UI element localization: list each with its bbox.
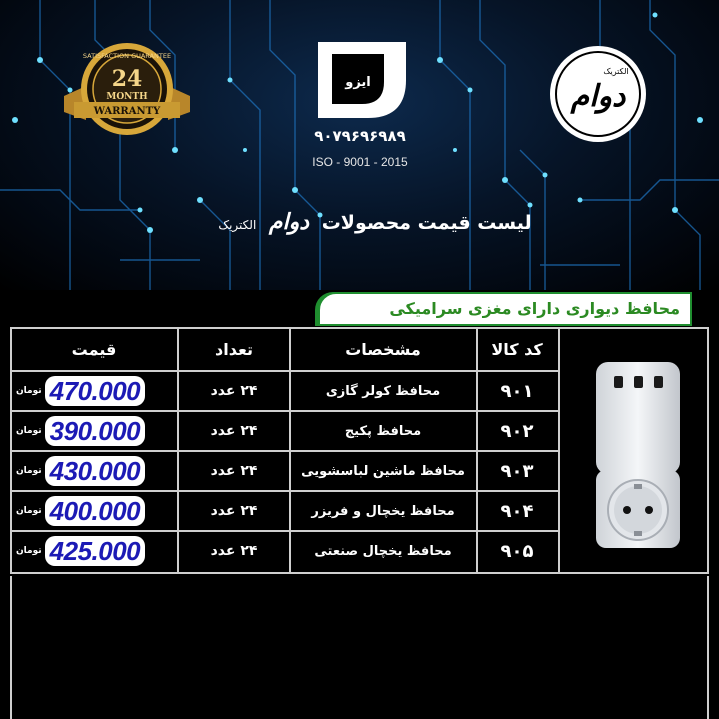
row-qty: ۲۴ عدد xyxy=(210,423,258,439)
row-desc: محافظ پکیج xyxy=(344,423,422,439)
header-specs: مشخصات xyxy=(345,340,421,359)
title-brand: دوام xyxy=(268,210,310,235)
row-price-cell xyxy=(10,411,178,451)
brand-logo-sub: الکتریک xyxy=(603,67,629,76)
row-price: 400.000 xyxy=(45,496,145,526)
page-title xyxy=(150,210,600,240)
warranty-badge xyxy=(56,40,198,138)
brand-logo-icon xyxy=(548,44,648,144)
row-code: ۹۰۳ xyxy=(500,460,534,482)
row-desc: محافظ ماشین لباسشویی xyxy=(301,463,465,479)
warranty-label: WARRANTY xyxy=(93,106,161,117)
warranty-unit: MONTH xyxy=(106,92,148,102)
row-code: ۹۰۱ xyxy=(500,380,534,402)
category-banner xyxy=(318,292,692,326)
warranty-number: 24 xyxy=(111,66,143,92)
row-qty: ۲۴ عدد xyxy=(210,543,258,559)
row-price-cell xyxy=(10,371,178,411)
row-qty: ۲۴ عدد xyxy=(210,503,258,519)
row-price: 470.000 xyxy=(45,376,145,406)
hero-banner xyxy=(0,0,719,290)
header-qty: تعداد xyxy=(215,340,253,359)
iso-standard: ISO - 9001 - 2015 xyxy=(312,155,408,169)
title-suffix: الکتریک xyxy=(218,218,257,232)
row-price: 390.000 xyxy=(45,416,145,446)
category-label: محافظ دیواری دارای مغزی سرامیکی xyxy=(389,299,680,318)
row-desc: محافظ یخچال صنعتی xyxy=(314,543,452,559)
currency-label: تومان xyxy=(16,386,42,396)
brand-logo-word: دوام xyxy=(570,79,626,114)
row-price: 430.000 xyxy=(45,456,145,486)
currency-label: تومان xyxy=(16,506,42,516)
currency-label: تومان xyxy=(16,466,42,476)
currency-label: تومان xyxy=(16,426,42,436)
row-qty: ۲۴ عدد xyxy=(210,463,258,479)
row-price-cell xyxy=(10,531,178,571)
header-price: قیمت xyxy=(71,340,117,359)
warranty-ring-text: SATISFACTION GUARANTEE xyxy=(82,52,172,60)
title-prefix: لیست قیمت محصولات xyxy=(321,212,532,234)
row-qty: ۲۴ عدد xyxy=(210,383,258,399)
row-price-cell xyxy=(10,491,178,531)
iso-phone: ۹۰۷۹۶۹۶۹۸۹ xyxy=(314,127,406,145)
iso-logo-text: ایزو xyxy=(345,75,371,90)
row-price: 425.000 xyxy=(45,536,145,566)
row-code: ۹۰۵ xyxy=(500,540,534,562)
row-code: ۹۰۲ xyxy=(500,420,534,442)
row-desc: محافظ کولر گازی xyxy=(325,383,441,399)
header-code: کد کالا xyxy=(491,340,543,359)
row-desc: محافظ یخچال و فریزر xyxy=(311,503,455,519)
surge-protector-image xyxy=(592,360,684,550)
iso-logo-icon xyxy=(314,38,410,122)
currency-label: تومان xyxy=(16,546,42,556)
row-code: ۹۰۴ xyxy=(500,500,534,522)
row-price-cell xyxy=(10,451,178,491)
empty-footer-area xyxy=(10,576,709,719)
